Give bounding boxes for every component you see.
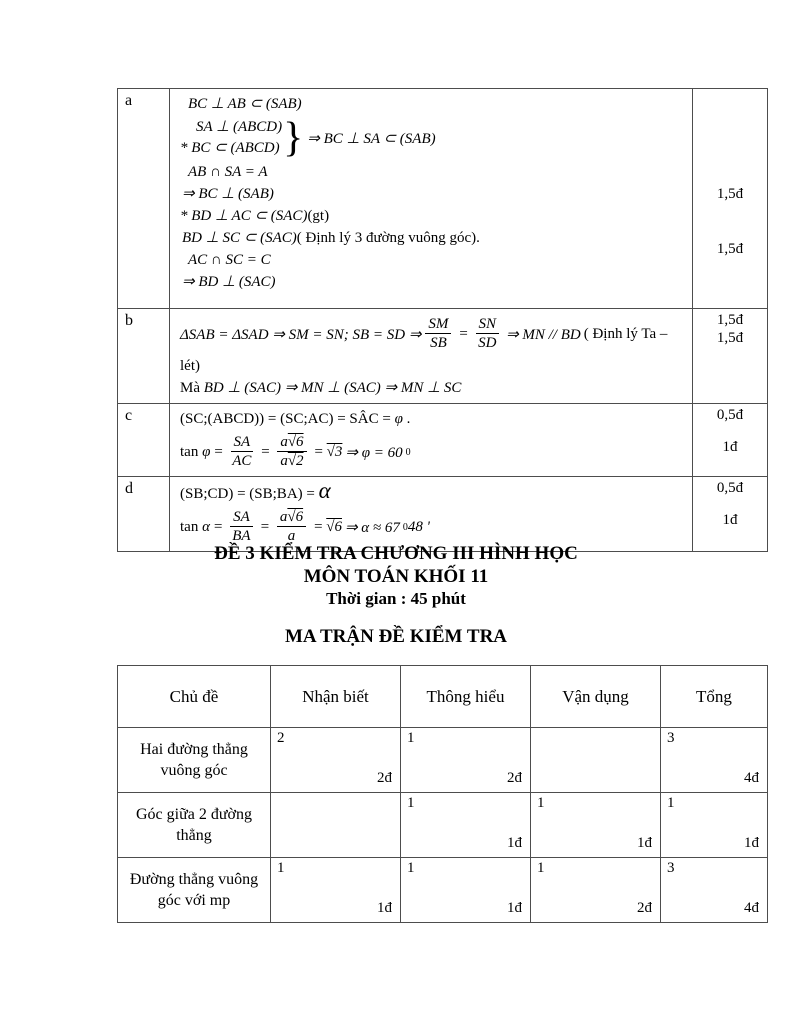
radical: √3	[326, 443, 343, 460]
row-label: d	[118, 477, 170, 552]
question-count: 2	[277, 730, 285, 746]
cell-points: 2đ	[507, 770, 522, 786]
math-part: ⇒ φ = 60	[345, 444, 403, 461]
solution-line	[180, 507, 686, 547]
brace-left-lines	[180, 117, 282, 159]
row-label: a	[118, 89, 170, 309]
math-part: ⇒ α ≈ 67	[344, 519, 400, 536]
point-value: 1,5đ	[716, 186, 744, 202]
subject-title: MÔN TOÁN KHỐI 11	[303, 566, 489, 587]
matrix-header-row	[118, 666, 768, 728]
solution-line	[180, 408, 686, 430]
points-cell	[693, 89, 768, 309]
solution-content	[170, 89, 693, 309]
fraction	[476, 316, 500, 353]
matrix-header-comprehension: Thông hiểu	[401, 666, 531, 728]
point-value: 1,5đ	[716, 330, 744, 346]
matrix-cell	[531, 793, 661, 858]
denominator: AC	[232, 453, 252, 469]
matrix-header-total: Tổng	[661, 666, 768, 728]
answer-key-table	[117, 88, 768, 552]
duration-line: Thời gian : 45 phút	[326, 589, 466, 608]
alpha-symbol: α	[202, 518, 210, 535]
cell-points: 4đ	[744, 770, 759, 786]
points-list	[693, 89, 767, 258]
matrix-cell	[531, 858, 661, 923]
radical: √6	[287, 433, 304, 450]
radical: √2	[287, 453, 304, 469]
matrix-row	[118, 858, 768, 923]
denominator	[280, 452, 303, 470]
brace-glyph: }	[283, 115, 304, 161]
fraction	[277, 434, 306, 471]
solution-line	[180, 313, 686, 355]
question-count: 1	[667, 795, 675, 811]
tan-word: tan	[180, 443, 199, 460]
points-list	[693, 309, 767, 347]
radical: √6	[326, 518, 342, 535]
solution-line: BC ⊥ AB ⊂ (SAB)	[188, 96, 302, 112]
cell-points: 1đ	[744, 835, 759, 851]
point-value: 1đ	[722, 439, 738, 455]
matrix-title: MA TRẬN ĐỀ KIỂM TRA	[284, 626, 508, 647]
cell-points: 2đ	[377, 770, 392, 786]
radical: √6	[287, 508, 304, 525]
fraction	[277, 509, 306, 546]
solution-line	[180, 205, 686, 227]
numerator: SA	[231, 434, 254, 452]
denominator: BA	[232, 528, 251, 544]
exam-title: ĐỀ 3 KIỂM TRA CHƯƠNG III HÌNH HỌC	[214, 543, 578, 564]
alpha-symbol: α	[318, 478, 331, 503]
cell-points: 1đ	[637, 835, 652, 851]
question-count: 1	[407, 860, 415, 876]
numerator	[277, 509, 306, 527]
matrix-cell	[531, 728, 661, 793]
coefficient: a	[279, 508, 288, 525]
denominator: SB	[430, 335, 447, 351]
plain-part: (SC;(ABCD)) = (SC;AC) = SÂC =	[180, 411, 391, 427]
equals-sign: =	[259, 518, 270, 535]
tan-word: tan	[180, 518, 199, 535]
matrix-cell	[271, 858, 401, 923]
matrix-cell	[401, 728, 531, 793]
question-count: 3	[667, 730, 675, 746]
note-part: ( Định lý Ta –	[583, 325, 668, 342]
coefficient: a	[280, 433, 288, 450]
points-cell	[693, 309, 768, 404]
question-count: 1	[407, 730, 415, 746]
phi-symbol: φ	[394, 411, 403, 427]
cell-points: 1đ	[507, 900, 522, 916]
math-part: BD ⊥ SC ⊂ (SAC)	[182, 230, 297, 246]
phi-symbol: φ	[202, 443, 211, 460]
question-count: 3	[667, 860, 675, 876]
math-part: ΔSAB = ΔSAD ⇒ SM = SN; SB = SD ⇒	[180, 326, 422, 343]
point-value: 1đ	[722, 512, 738, 528]
denominator: SD	[478, 335, 497, 351]
exam-matrix-table	[117, 665, 768, 923]
point-value: 1,5đ	[716, 312, 744, 328]
numerator	[277, 434, 306, 452]
cell-points: 2đ	[637, 900, 652, 916]
coefficient: a	[280, 453, 288, 469]
solution-line: * BC ⊂ (ABCD)	[180, 140, 280, 156]
row-label: b	[118, 309, 170, 404]
points-list	[693, 477, 767, 529]
heading-block	[0, 542, 792, 648]
note-part: Mà	[180, 380, 200, 396]
coefficient: a	[287, 528, 296, 544]
point-value: 1,5đ	[716, 241, 744, 257]
point-value: 0,5đ	[716, 480, 744, 496]
matrix-cell	[661, 728, 768, 793]
question-count: 1	[407, 795, 415, 811]
equals-sign: =	[313, 443, 324, 460]
cell-points: 4đ	[744, 900, 759, 916]
math-part: ⇒ MN // BD	[506, 326, 581, 343]
matrix-header-application: Vận dụng	[531, 666, 661, 728]
topic-cell: Đường thẳng vuông góc với mp	[118, 858, 271, 923]
numerator: SA	[230, 509, 253, 527]
solution-line	[180, 432, 686, 472]
solution-line: AC ∩ SC = C	[188, 252, 271, 268]
solution-line: ⇒ BD ⊥ (SAC)	[182, 274, 276, 290]
question-count: 1	[277, 860, 285, 876]
fraction	[230, 509, 253, 546]
equals-sign: =	[458, 325, 469, 342]
solution-line	[180, 227, 686, 249]
matrix-header-recognition: Nhận biết	[271, 666, 401, 728]
row-label: c	[118, 404, 170, 477]
matrix-cell	[401, 793, 531, 858]
superscript: 0	[402, 521, 408, 533]
solution-line: ⇒ BC ⊥ (SAB)	[182, 186, 274, 202]
solution-line: AB ∩ SA = A	[188, 164, 268, 180]
fraction	[231, 434, 254, 471]
matrix-cell	[271, 728, 401, 793]
point-value: 0,5đ	[716, 407, 744, 423]
matrix-cell	[661, 793, 768, 858]
equals-sign: =	[260, 443, 271, 460]
answer-row-d	[118, 477, 768, 552]
solution-line: SA ⊥ (ABCD)	[196, 119, 283, 135]
question-count: 1	[537, 860, 545, 876]
matrix-cell	[271, 793, 401, 858]
solution-line: lét)	[180, 358, 200, 374]
answer-row-a	[118, 89, 768, 309]
points-cell	[693, 477, 768, 552]
math-part: * BD ⊥ AC ⊂ (SAC)	[180, 208, 308, 224]
solution-content	[170, 404, 693, 477]
note-part: ( Định lý 3 đường vuông góc).	[296, 230, 480, 246]
solution-line	[180, 478, 686, 505]
numerator: SM	[425, 316, 451, 334]
matrix-cell	[661, 858, 768, 923]
equals-sign: =	[213, 443, 224, 460]
matrix-row	[118, 793, 768, 858]
solution-line	[180, 377, 686, 399]
plain-part: .	[406, 411, 411, 427]
matrix-cell	[401, 858, 531, 923]
points-list	[693, 404, 767, 456]
math-part: BD ⊥ (SAC) ⇒ MN ⊥ (SAC) ⇒ MN ⊥ SC	[203, 380, 462, 396]
plain-part: (SB;CD) = (SB;BA) =	[180, 486, 315, 502]
matrix-row	[118, 728, 768, 793]
solution-line: ⇒ BC ⊥ SA ⊂ (SAB)	[307, 130, 436, 147]
topic-cell: Hai đường thẳng vuông góc	[118, 728, 271, 793]
cell-points: 1đ	[507, 835, 522, 851]
answer-row-c	[118, 404, 768, 477]
solution-content	[170, 477, 693, 552]
cell-points: 1đ	[377, 900, 392, 916]
numerator: SN	[476, 316, 500, 334]
question-count: 1	[537, 795, 545, 811]
equals-sign: =	[313, 518, 324, 535]
answer-row-b	[118, 309, 768, 404]
topic-cell: Góc giữa 2 đường thẳng	[118, 793, 271, 858]
points-cell	[693, 404, 768, 477]
brace-group	[180, 116, 686, 160]
math-part: 48 '	[407, 518, 430, 535]
note-part: (gt)	[307, 208, 330, 224]
equals-sign: =	[212, 518, 224, 535]
matrix-header-topic: Chủ đề	[118, 666, 271, 728]
solution-content	[170, 309, 693, 404]
superscript: 0	[405, 446, 411, 458]
fraction	[425, 316, 451, 353]
